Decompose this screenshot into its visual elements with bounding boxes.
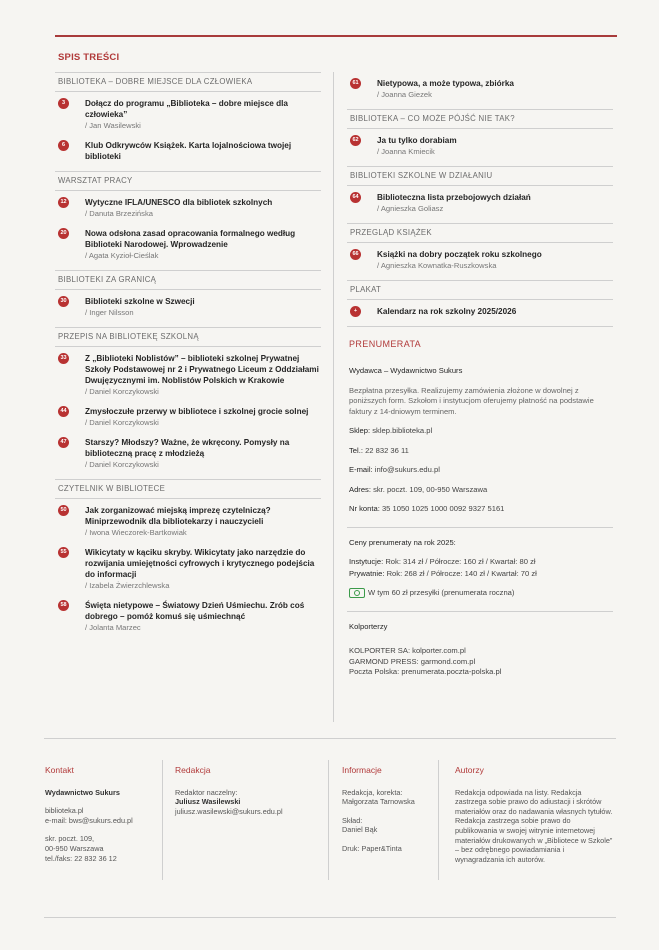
distributors-title: Kolporterzy — [349, 621, 388, 631]
toc-item-author: / Iwona Wieczorek-Bartkowiak — [85, 527, 321, 538]
toc-item-title: Książki na dobry początek roku szkolnego — [377, 250, 542, 259]
publisher: Wydawca – Wydawnictwo Sukurs — [349, 366, 463, 375]
toc-item-author: / Daniel Korczykowski — [85, 459, 321, 470]
contact-email[interactable]: e-mail: bws@sukurs.edu.pl — [45, 815, 133, 825]
contact-tel: tel./faks: 22 832 36 12 — [45, 853, 117, 863]
toc-item-author: / Danuta Brzezińska — [85, 208, 321, 219]
tel-label: Tel.: — [349, 445, 363, 455]
contact-addr1: skr. poczt. 109, — [45, 834, 95, 844]
toc-section-heading: BIBLIOTEKI ZA GRANICĄ — [55, 270, 321, 290]
page-number-badge: 3 — [58, 98, 69, 109]
divider — [347, 611, 613, 612]
toc-item[interactable] — [55, 406, 321, 428]
page-number-badge: 66 — [350, 249, 361, 260]
toc-item-author: / Jan Wasilewski — [85, 120, 321, 131]
footer-separator — [328, 760, 329, 880]
toc-item-author: / Agata Kyzioł-Cieślak — [85, 250, 321, 261]
toc-item[interactable] — [347, 192, 613, 214]
cash-icon — [349, 588, 365, 598]
proof-name: Małgorzata Tarnowska — [342, 797, 415, 807]
layout-name: Daniel Bąk — [342, 825, 378, 835]
footer-contact-head: Kontakt — [45, 765, 74, 775]
print-info: Druk: Paper&Tinta — [342, 843, 402, 853]
authors-text: Redakcja odpowiada na listy. Redakcja zastrzega sobie prawo do adiustacji i skrótów materiałów oraz do nadawania własnych tytułów. Redakcja zastrzega sobie prawo do publikowania w swojej witrynie internetowej materiałów drukowanych w „Bibliotece w Szkole” – bez odrębnego powiadamiania i wynagradzania ich autorów. — [455, 787, 613, 864]
toc-item[interactable] — [55, 547, 321, 591]
page-number-badge: 55 — [58, 547, 69, 558]
toc-item-title: Nietypowa, a może typowa, zbiórka — [377, 79, 514, 88]
priv-label: Prywatnie: — [349, 568, 385, 578]
toc-item-author: / Daniel Korczykowski — [85, 386, 321, 397]
toc-item-title: Nowa odsłona zasad opracowania formalnego według Biblioteki Narodowej. Wprowadzenie — [85, 229, 296, 249]
shop-link[interactable]: sklep.biblioteka.pl — [372, 426, 433, 435]
page-number-badge: 20 — [58, 228, 69, 239]
distributor-1[interactable]: KOLPORTER SA: kolporter.com.pl — [349, 646, 466, 655]
toc-item-title: Klub Odkrywców Książek. Karta lojalnościowa twojej biblioteki — [85, 141, 292, 161]
toc-section-heading: PRZEGLĄD KSIĄŻEK — [347, 223, 613, 243]
page-number-badge: 12 — [58, 197, 69, 208]
toc-item-title: Z „Biblioteki Noblistów” – biblioteki szkolnej Prywatnej Szkoły Podstawowej nr 2 i Prywatnego Liceum z Oddziałami Dwujęzycznymi im. Noblistów Polskich w Krakowie — [85, 354, 319, 385]
toc-item-author: / Joanna Kmiecik — [377, 146, 613, 157]
toc-section-heading: PLAKAT — [347, 280, 613, 300]
footer-info-head: Informacje — [342, 765, 382, 775]
footer-editorial — [175, 766, 325, 816]
column-divider — [333, 72, 334, 722]
toc-section-heading: BIBLIOTEKA – CO MOŻE PÓJŚĆ NIE TAK? — [347, 109, 613, 129]
toc-item-author: / Joanna Giezek — [377, 89, 613, 100]
email-link[interactable]: info@sukurs.edu.pl — [374, 465, 440, 474]
page-number-badge: 44 — [58, 406, 69, 417]
inst-label: Instytucje: — [349, 557, 384, 566]
priv-prices: Rok: 268 zł / Półrocze: 140 zł / Kwartał: 70 zł — [386, 568, 537, 578]
toc-left-column — [55, 72, 321, 642]
toc-item-author: / Inger Nilsson — [85, 307, 321, 318]
contact-addr2: 00-950 Warszawa — [45, 843, 104, 853]
page-number-badge: 6 — [58, 140, 69, 151]
toc-item-title: Starszy? Młodszy? Ważne, że wkręcony. Pomysły na biblioteczną pracę z młodzieżą — [85, 438, 290, 458]
footer-separator — [438, 760, 439, 880]
editor-name: Juliusz Wasilewski — [175, 797, 241, 807]
toc-item-title: Ja tu tylko dorabiam — [377, 136, 457, 145]
toc-section-heading: PRZEPIS NA BIBLIOTEKĘ SZKOLNĄ — [55, 327, 321, 347]
inst-prices: Rok: 314 zł / Półrocze: 160 zł / Kwartał: 80 zł — [385, 557, 536, 566]
distributor-3[interactable]: Poczta Polska: prenumerata.poczta-polska.pl — [349, 667, 502, 676]
toc-section-heading: BIBLIOTEKA – DOBRE MIEJSCE DLA CZŁOWIEKA — [55, 72, 321, 92]
toc-right-list — [347, 72, 613, 317]
toc-item-author: / Agnieszka Kownatka-Ruszkowska — [377, 260, 613, 271]
top-rule — [55, 35, 617, 37]
toc-item-author: / Jolanta Marzec — [85, 622, 321, 633]
editor-role: Redaktor naczelny: — [175, 787, 238, 797]
toc-item-title: Wytyczne IFLA/UNESCO dla bibliotek szkolnych — [85, 198, 273, 207]
toc-right-column — [347, 72, 613, 678]
footer-editorial-head: Redakcja — [175, 765, 211, 775]
layout-label: Skład: — [342, 815, 363, 825]
tel-value: 22 832 36 11 — [365, 445, 409, 455]
distributor-2[interactable]: GARMOND PRESS: garmond.com.pl — [349, 656, 476, 666]
page-number-badge: + — [350, 306, 361, 317]
divider — [347, 326, 613, 327]
page-number-badge: 47 — [58, 437, 69, 448]
price-institutions — [349, 557, 613, 568]
footer-contact — [45, 766, 155, 863]
toc-item[interactable] — [347, 306, 613, 317]
toc-item-author: / Daniel Korczykowski — [85, 417, 321, 428]
toc-item[interactable] — [55, 505, 321, 538]
toc-item-author: / Agnieszka Goliasz — [377, 203, 613, 214]
toc-item[interactable] — [55, 140, 321, 162]
address-value: skr. poczt. 109, 00-950 Warszawa — [373, 484, 488, 494]
email-line — [349, 465, 613, 476]
toc-item[interactable] — [347, 78, 613, 100]
account-line — [349, 504, 613, 515]
footer-info — [342, 766, 432, 854]
page-number-badge: 62 — [350, 135, 361, 146]
toc-item[interactable] — [347, 135, 613, 157]
price-private — [349, 569, 613, 580]
shipping-line — [349, 588, 613, 599]
toc-item-title: Biblioteki szkolne w Szwecji — [85, 297, 195, 306]
editor-email[interactable]: juliusz.wasilewski@sukurs.edu.pl — [175, 806, 283, 816]
toc-section-heading: BIBLIOTEKI SZKOLNE W DZIAŁANIU — [347, 166, 613, 186]
divider — [347, 527, 613, 528]
toc-section-heading: WARSZTAT PRACY — [55, 171, 321, 191]
toc-item-title: Biblioteczna lista przebojowych działań — [377, 193, 531, 202]
page-number-badge: 50 — [58, 505, 69, 516]
footer-top-rule — [44, 738, 616, 739]
shipping-text: W tym 60 zł przesyłki (prenumerata roczna) — [368, 588, 515, 597]
tel-line — [349, 446, 613, 457]
page-number-badge: 58 — [58, 600, 69, 611]
subscription-info: Bezpłatna przesyłka. Realizujemy zamówienia złożone w dowolnej z poniższych form. Szkołom i instytucjom oferujemy płatność na podstawie faktury z 14-dniowym terminem. — [349, 385, 594, 416]
prices-title: Ceny prenumeraty na rok 2025: — [349, 537, 456, 547]
toc-item-title: Wikicytaty w kąciku skryby. Wikicytaty jako narzędzie do rozwijania umiejętności cyfrowych i krytycznego podejścia do informacji — [85, 548, 315, 579]
footer-bottom-rule — [44, 917, 616, 918]
toc-item-title: Dołącz do programu „Biblioteka – dobre miejsce dla człowieka” — [85, 99, 288, 119]
address-label: Adres: — [349, 484, 371, 494]
page-number-badge: 33 — [58, 353, 69, 364]
toc-item-title: Święta nietypowe – Światowy Dzień Uśmiechu. Zrób coś dobrego – pomóż komuś się uśmiechnąć — [85, 601, 305, 621]
toc-item[interactable] — [55, 98, 321, 131]
footer-authors-head: Autorzy — [455, 765, 484, 775]
proof-label: Redakcja, korekta: — [342, 787, 403, 797]
contact-name: Wydawnictwo Sukurs — [45, 787, 120, 797]
page-number-badge: 64 — [350, 192, 361, 203]
toc-item-author: / Izabela Żwierzchlewska — [85, 580, 321, 591]
toc-section-heading: CZYTELNIK W BIBLIOTECE — [55, 479, 321, 499]
toc-item[interactable] — [55, 437, 321, 470]
page-number-badge: 61 — [350, 78, 361, 89]
account-value: 35 1050 1025 1000 0092 9327 5161 — [381, 504, 505, 513]
footer-authors — [455, 766, 613, 864]
shop-line — [349, 426, 613, 437]
toc-item[interactable] — [55, 296, 321, 318]
toc-item[interactable] — [55, 353, 321, 397]
toc-item[interactable] — [55, 197, 321, 219]
subscription-section — [347, 339, 613, 678]
toc-item-title: Kalendarz na rok szkolny 2025/2026 — [377, 307, 517, 316]
account-label: Nr konta: — [349, 504, 380, 513]
toc-title: SPIS TREŚCI — [58, 52, 120, 63]
toc-item[interactable] — [347, 249, 613, 271]
toc-item[interactable] — [55, 600, 321, 633]
toc-item-title: Zmysłoczułe przerwy w bibliotece i szkolnej grocie solnej — [85, 407, 309, 416]
email-label: E-mail: — [349, 465, 373, 474]
shop-label: Sklep: — [349, 426, 371, 435]
toc-item[interactable] — [55, 228, 321, 261]
contact-web[interactable]: biblioteka.pl — [45, 806, 84, 816]
toc-item-title: Jak zorganizować miejską imprezę czytelniczą? Miniprzewodnik dla bibliotekarzy i nauczycieli — [85, 506, 271, 526]
subscription-title: PRENUMERATA — [349, 339, 422, 349]
footer-separator — [162, 760, 163, 880]
address-line — [349, 485, 613, 496]
page-number-badge: 30 — [58, 296, 69, 307]
